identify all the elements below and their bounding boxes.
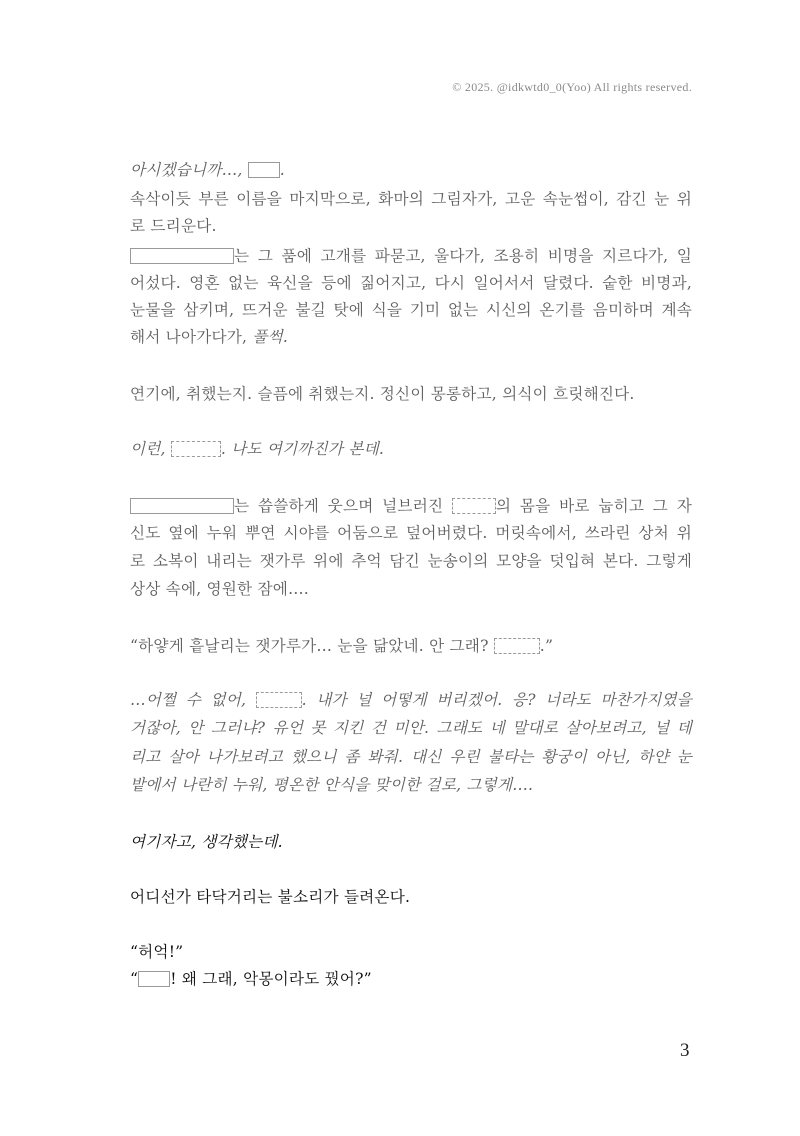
text-span: “하얗게 흩날리는 잿가루가… 눈을 닮았네. 안 그래? — [130, 637, 494, 655]
paragraph-line: 밭에서 나란히 누워, 평온한 안식을 맞이한 걸로, 그렇게…. — [130, 776, 534, 794]
text-span: .” — [539, 637, 554, 655]
paragraph-line — [130, 439, 692, 459]
text-span: 는 그 품에 고개를 파묻고, 울다가, 조용히 비명을 지르다가, 일 — [234, 247, 692, 265]
text-span: 아시겠습니까…, — [130, 161, 248, 179]
paragraph-line: 거잖아, 안 그러냐? 유언 못 지킨 건 미안. 그래도 네 말대로 살아보려고, 널 데 — [130, 719, 692, 737]
paragraph-line: 속삭이듯 부른 이름을 마지막으로, 화마의 그림자가, 고운 속눈썹이, 감긴 눈 위 — [130, 190, 692, 208]
paragraph-line — [130, 636, 692, 656]
paragraph-line — [130, 969, 692, 989]
copyright-notice: © 2025. @idkwtd0_0(Yoo) All rights reserved. — [452, 80, 692, 94]
text-span: …어쩔 수 없어, — [130, 691, 256, 709]
redacted-name-box — [452, 498, 496, 514]
redacted-name-box — [130, 248, 234, 264]
paragraph-line — [130, 496, 692, 516]
text-span: “ — [130, 970, 139, 988]
paragraph-line: 연기에, 취했는지. 슬픔에 취했는지. 정신이 몽롱하고, 의식이 흐릿해진다. — [130, 385, 635, 403]
paragraph-line: 상상 속에, 영원한 잠에…. — [130, 580, 309, 598]
text-span: ! 왜 그래, 악몽이라도 꿨어?” — [170, 970, 372, 988]
text-span: 는 씁쓸하게 웃으며 널브러진 — [234, 497, 452, 515]
paragraph-line: 여기자고, 생각했는데. — [130, 833, 283, 851]
redacted-name-box — [171, 441, 221, 457]
text-span: 이런, — [130, 440, 171, 458]
paragraph-line: 로 드리운다. — [130, 217, 217, 235]
paragraph-line: 신도 옆에 누워 뿌연 시야를 어둠으로 덮어버렸다. 머릿속에서, 쓰라린 상처 위 — [130, 524, 692, 542]
paragraph-line: 로 소복이 내리는 잿가루 위에 추억 담긴 눈송이의 모양을 덧입혀 본다. 그렇게 — [130, 552, 692, 570]
paragraph-line — [130, 160, 692, 180]
text-span: . — [279, 161, 285, 179]
paragraph-line: 어섰다. 영혼 없는 육신을 등에 짊어지고, 다시 일어서서 달렸다. 숱한 비명과, — [130, 274, 692, 292]
text-span: 해서 나아가다가, — [130, 328, 253, 346]
paragraph-line: 눈물을 삼키며, 뜨거운 불길 탓에 식을 기미 없는 시신의 온기를 음미하며 계속 — [130, 301, 692, 319]
redacted-name-box — [248, 162, 280, 178]
text-span: 의 몸을 바로 눕히고 그 자 — [495, 497, 692, 515]
page-number: 3 — [680, 1040, 690, 1061]
paragraph-line: “허억!” — [130, 943, 184, 961]
text-span: . 내가 널 어떻게 버리겠어. 응? 너라도 마찬가지였을 — [301, 691, 692, 709]
redacted-name-box — [256, 692, 302, 708]
paragraph-line: 리고 살아 나가보려고 했으니 좀 봐줘. 대신 우린 불타는 황궁이 아닌, 하얀 눈 — [130, 748, 692, 766]
text-span: 풀썩. — [252, 328, 289, 346]
redacted-name-box — [130, 498, 234, 514]
paragraph-line: 어디선가 타닥거리는 불소리가 들려온다. — [130, 888, 411, 906]
text-span: . 나도 여기까진가 본데. — [220, 440, 384, 458]
paragraph-line — [130, 327, 692, 347]
redacted-name-box — [494, 638, 540, 654]
redacted-name-box — [138, 971, 170, 987]
paragraph-line — [130, 690, 692, 710]
paragraph-line — [130, 246, 692, 266]
